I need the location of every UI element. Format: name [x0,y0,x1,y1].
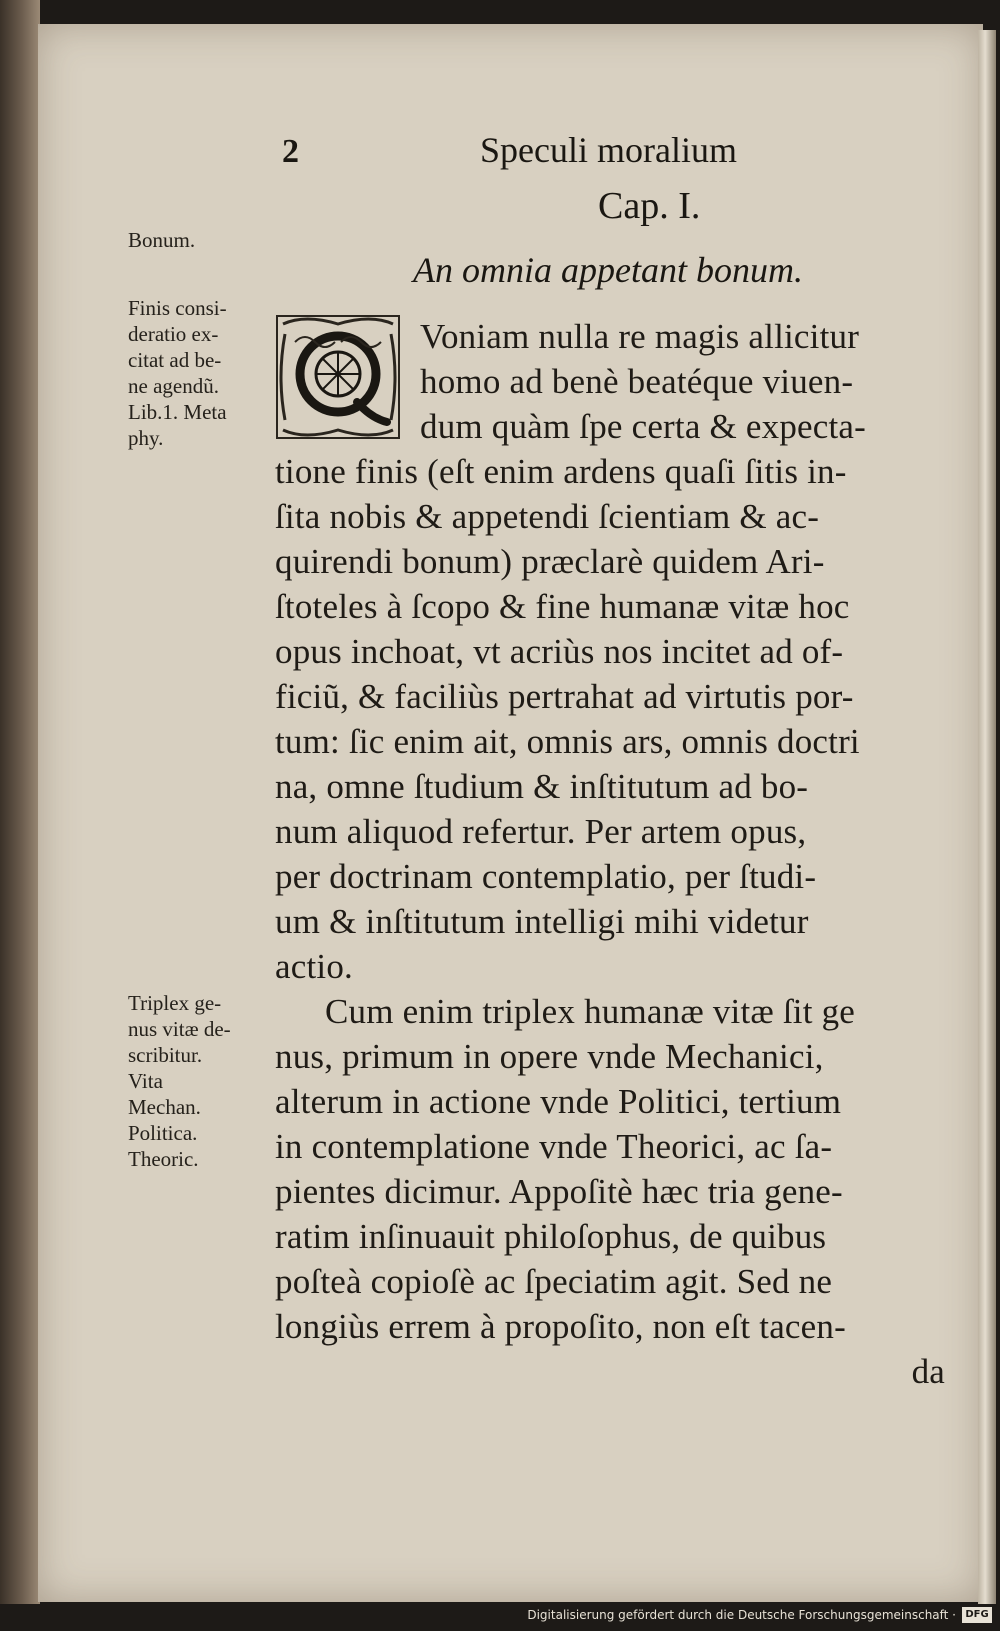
page-fore-edge [978,30,996,1605]
margin-note-line: nus vitæ de- [128,1017,231,1041]
text-line: nus, primum in opere vnde Mechanici, [275,1037,824,1076]
text-line: pientes dicimur. Appoſitè hæc tria gene- [275,1172,843,1211]
margin-note-line: scribitur. [128,1043,203,1067]
margin-note-line: Bonum. [128,228,196,252]
text-line: per doctrinam contemplatio, per ſtudi- [275,857,817,896]
text-line: opus inchoat, vt acriùs nos incitet ad of- [275,632,844,671]
text-line: dum quàm ſpe certa & expecta- [420,407,867,446]
text-line: um & inſtitutum intelligi mihi videtur [275,902,809,941]
text-line: ratim inſinuauit philoſophus, de quibus [275,1217,827,1256]
text-line: ſtoteles à ſcopo & fine humanæ vitæ hoc [275,587,850,626]
catchword: da [911,1352,945,1391]
margin-note-line: Triplex ge- [128,991,222,1015]
page-number: 2 [282,133,299,170]
margin-note-bonum [128,227,195,253]
margin-note-line: citat ad be- [128,348,222,372]
text-line: actio. [275,947,353,986]
text-line: homo ad benè beatéque viuen- [420,362,854,401]
margin-note-line: Vita [128,1069,163,1093]
text-line: longiùs errem à propoſito, non eſt tacen- [275,1307,846,1346]
margin-note-finis [128,295,227,451]
margin-note-line: Politica. [128,1121,198,1145]
book-page [38,24,983,1602]
margin-note-triplex [128,990,231,1172]
text-line: quirendi bonum) præclarè quidem Ari- [275,542,825,581]
margin-note-line: phy. [128,426,164,450]
text-line: tum: ſic enim ait, omnis ars, omnis doctri [275,722,860,761]
body-text [275,314,965,1394]
chapter-number: Cap. I. [598,185,701,227]
text-line: na, omne ſtudium & inſtitutum ad bo- [275,767,809,806]
text-line: ſita nobis & appetendi ſcientiam & ac- [275,497,820,536]
book-spine-edge [0,0,40,1631]
margin-note-line: Finis consi- [128,296,227,320]
margin-note-line: Theoric. [128,1147,199,1171]
margin-note-line: deratio ex- [128,322,219,346]
text-line: poſteà copioſè ac ſpeciatim agit. Sed ne [275,1262,833,1301]
margin-note-line: ne agendũ. [128,374,219,398]
digitization-credit: Digitalisierung gefördert durch die Deutsche Forschungsgemeinschaft · [527,1608,956,1622]
text-line: ficiũ, & faciliùs pertrahat ad virtutis por- [275,677,854,716]
running-title: Speculi moralium [480,130,737,170]
text-line: Voniam nulla re magis allicitur [420,317,860,356]
text-line: num aliquod refertur. Per artem opus, [275,812,807,851]
running-head [38,129,983,179]
chapter-title: An omnia appetant bonum. [413,250,803,290]
text-line: Cum enim triplex humanæ vitæ ſit ge [325,992,856,1031]
margin-note-line: Lib.1. Meta [128,400,227,424]
text-line: tione finis (eſt enim ardens quaſi ſitis in- [275,452,847,491]
text-line: alterum in actione vnde Politici, tertium [275,1082,842,1121]
dfg-logo: DFG [962,1607,992,1623]
text-line: in contemplatione vnde Theorici, ac ſa- [275,1127,833,1166]
margin-note-line: Mechan. [128,1095,201,1119]
